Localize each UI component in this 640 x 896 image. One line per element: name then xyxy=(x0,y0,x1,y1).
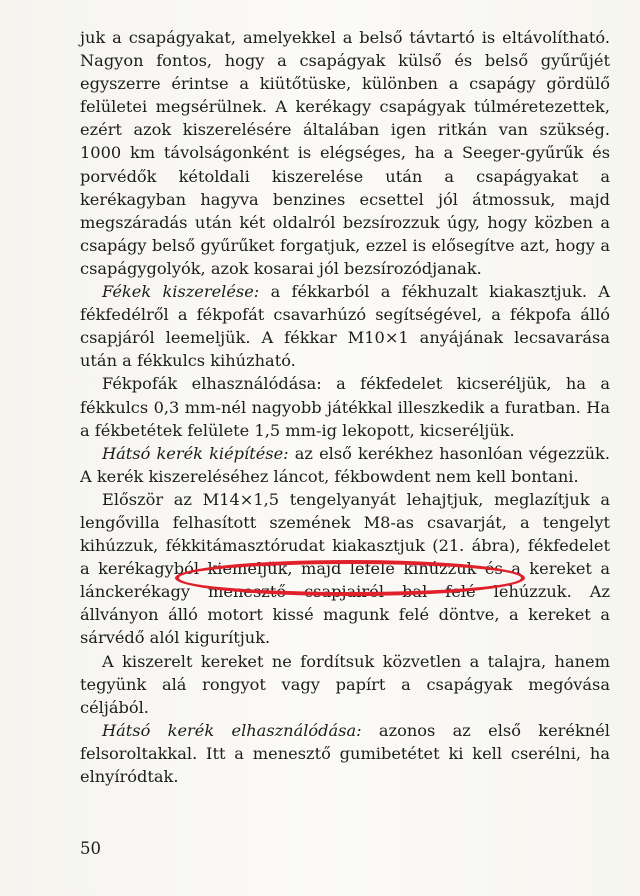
section-heading-rear-wheel-removal: Hátsó kerék kiépítése: xyxy=(102,443,289,463)
section-heading-rear-wheel-wear: Hátsó kerék elhasználódása: xyxy=(102,720,362,740)
paragraph-text: az első kerékhez hasonlóan végezzük. A kerék kiszereléséhez láncot, fékbowdent nem kell bontani. xyxy=(80,443,610,486)
paragraph-rear-wheel-wear xyxy=(80,719,610,788)
paragraph-wheel-placement xyxy=(80,650,610,719)
paragraph-text: azonos az első keréknél felsoroltakkal. Itt a menesztő gumibetétet ki kell cserélni, ha elnyíródtak. xyxy=(80,720,610,786)
page-number: 50 xyxy=(80,839,101,858)
paragraph-brake-shoe-wear xyxy=(80,372,610,441)
body-text xyxy=(80,26,610,788)
paragraph-bearing-removal xyxy=(80,26,610,280)
paragraph-brake-removal xyxy=(80,280,610,372)
red-highlight-ellipse xyxy=(175,560,525,596)
paragraph-text: a fékkarból a fékhuzalt kiakasztjuk. A fékfedélről a fékpofát csavarhúzó segítségével, a fékpofa álló csapjáról leemeljük. A fékkar M10×1 anyájának lecsavarása után a fékkulcs kihúzható. xyxy=(80,282,610,371)
paragraph-rear-wheel-removal xyxy=(80,442,610,488)
section-heading-brake-removal: Fékek kiszerelése: xyxy=(102,282,260,302)
paragraph-text: Először az M14×1,5 tengelyanyát lehajtjuk, meglazítjuk a lengővilla felhasított szemének M8-as csavarját, a tengelyt kihúzzuk, fékkitámasztórudat kiakasztjuk (21. ábra), fékfedelet a kerékagyból kiemeljük, majd lefelé kihúzzuk és a kereket a lánckerékagy menesztő csapjairól bal felé lehúzzuk. Az állványon álló motort kissé magunk felé döntve, a kereket a sárvédő alól kigurítjuk. xyxy=(80,489,610,648)
paragraph-text: Fékpofák elhasználódása: a fékfedelet kicseréljük, ha a fékkulcs 0,3 mm-nél nagyobb játékkal illeszkedik a furatban. Ha a fékbetétek felülete 1,5 mm-ig lekopott, kicseréljük. xyxy=(80,374,610,440)
paragraph-text: A kiszerelt kereket ne fordítsuk közvetlen a talajra, hanem tegyünk alá rongyot vagy papírt a csapágyak megóvása céljából. xyxy=(80,651,610,717)
paragraph-text: juk a csapágyakat, amelyekkel a belső távtartó is eltávolítható. Nagyon fontos, hogy a csapágyak külső és belső gyűrűjét egyszerre érintse a kiütőtüske, különben a csapágy gördülő felületei megsérülnek. A kerékagy csapágyak túlméretezettek, ezért azok kiszerelésére általában igen ritkán van szükség. 1000 km távolságonként is elégséges, ha a Seeger-gyűrűk és porvédők kétoldali kiszerelése után a csapágyakat a kerékagyban hagyva benzines ecsettel jól átmossuk, majd megszáradás után két oldalról bezsírozzuk úgy, hogy közben a csapágy belső gyűrűket forgatjuk, ezzel is elősegítve azt, hogy a csapágygolyók, azok kosarai jól bezsírozódjanak. xyxy=(80,28,610,278)
